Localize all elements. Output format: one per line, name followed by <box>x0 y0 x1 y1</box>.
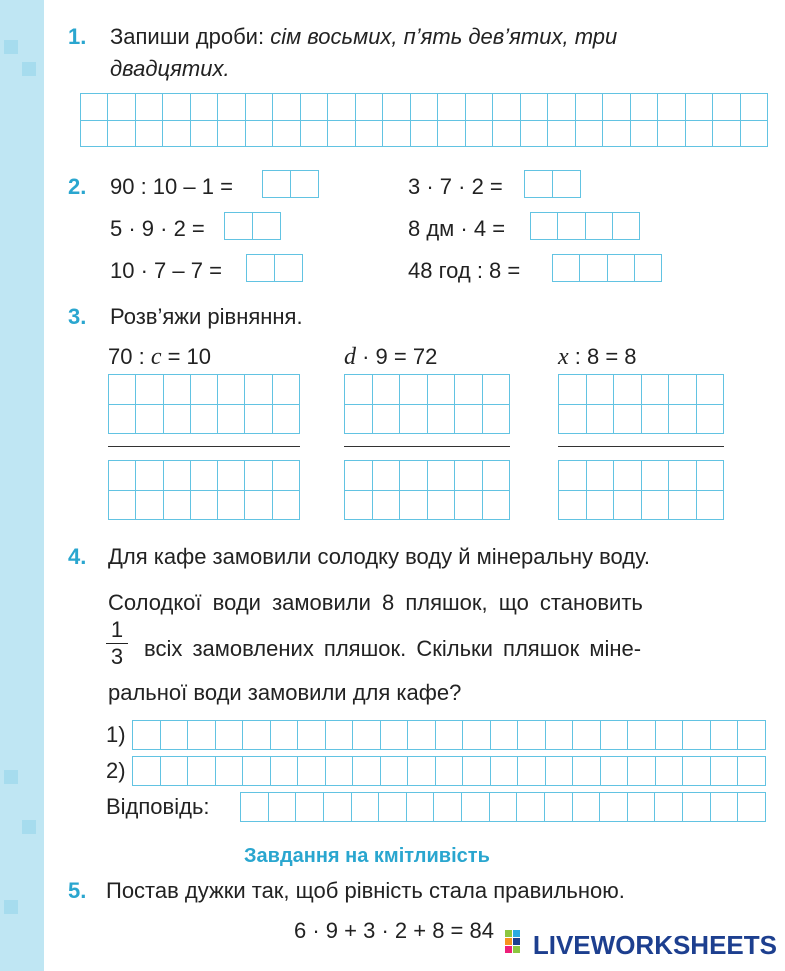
variable: x <box>558 344 569 370</box>
grid-cell[interactable] <box>191 121 218 148</box>
grid-cell[interactable] <box>136 94 163 121</box>
grid-cell[interactable] <box>136 405 163 435</box>
grid-cell[interactable] <box>269 793 297 822</box>
grid-cell[interactable] <box>669 375 697 405</box>
grid-cell[interactable] <box>245 405 272 435</box>
grid-cell[interactable] <box>247 255 275 282</box>
grid-cell[interactable] <box>326 757 354 786</box>
answer-box[interactable] <box>530 212 640 240</box>
grid-cell[interactable] <box>245 461 272 491</box>
grid-cell[interactable] <box>738 721 766 750</box>
grid-cell[interactable] <box>545 793 573 822</box>
grid-cell[interactable] <box>273 121 300 148</box>
step-label: 2) <box>106 758 126 783</box>
grid-cell[interactable] <box>491 721 519 750</box>
liveworksheets-logo <box>505 930 777 961</box>
grid-cell[interactable] <box>603 94 630 121</box>
task4-line: Солодкої води замовили 8 пляшок, що становить <box>108 590 643 615</box>
grid-cell[interactable] <box>614 491 642 521</box>
grid-cell[interactable] <box>518 757 546 786</box>
grid-cell[interactable] <box>711 793 739 822</box>
grid-cell[interactable] <box>164 405 191 435</box>
equation-3-check-grid[interactable] <box>558 460 724 520</box>
grid-cell[interactable] <box>400 491 428 521</box>
grid-cell[interactable] <box>635 255 662 282</box>
step-label: 1) <box>106 722 126 747</box>
grid-cell[interactable] <box>191 375 218 405</box>
liveworksheets-logo-icon <box>505 930 529 961</box>
task-number: 3. <box>68 304 87 329</box>
grid-cell[interactable] <box>525 171 553 198</box>
grid-cell[interactable] <box>356 121 383 148</box>
grid-cell[interactable] <box>601 757 629 786</box>
grid-cell[interactable] <box>326 721 354 750</box>
task3-text: Розв’яжи рівняння. <box>110 304 303 329</box>
grid-cell[interactable] <box>408 757 436 786</box>
grid-cell[interactable] <box>400 375 428 405</box>
grid-cell[interactable] <box>164 461 191 491</box>
variable: c <box>150 344 162 370</box>
answer-box[interactable] <box>262 170 319 198</box>
answer-box[interactable] <box>552 254 662 282</box>
grid-cell[interactable] <box>573 721 601 750</box>
grid-cell[interactable] <box>163 94 190 121</box>
grid-cell[interactable] <box>136 121 163 148</box>
grid-cell[interactable] <box>697 491 725 521</box>
grid-cell[interactable] <box>345 461 373 491</box>
grid-cell[interactable] <box>273 405 300 435</box>
stripe-square <box>4 40 18 54</box>
grid-cell[interactable] <box>463 757 491 786</box>
grid-cell[interactable] <box>741 121 768 148</box>
section-heading: Завдання на кмітливість <box>244 845 490 867</box>
grid-cell[interactable] <box>490 793 518 822</box>
grid-cell[interactable] <box>188 757 216 786</box>
grid-cell[interactable] <box>373 461 401 491</box>
logo-text: LIVEWORKSHEETS <box>532 930 777 960</box>
grid-cell[interactable] <box>738 757 766 786</box>
grid-cell[interactable] <box>546 757 574 786</box>
grid-cell[interactable] <box>658 94 685 121</box>
grid-cell[interactable] <box>613 213 640 240</box>
grid-cell[interactable] <box>216 757 244 786</box>
answer-box[interactable] <box>246 254 303 282</box>
grid-cell[interactable] <box>352 793 380 822</box>
grid-cell[interactable] <box>586 213 613 240</box>
divider-line <box>558 446 724 447</box>
divider-line <box>344 446 510 447</box>
task1-label: Запиши дроби: <box>110 24 265 49</box>
task2-expr: 48 год : 8 = <box>408 258 521 283</box>
grid-cell[interactable] <box>683 793 711 822</box>
fraction-numerator: 1 <box>110 617 124 642</box>
grid-cell[interactable] <box>483 405 511 435</box>
grid-cell[interactable] <box>713 121 740 148</box>
grid-cell[interactable] <box>686 94 713 121</box>
equation-2 <box>344 344 437 371</box>
grid-cell[interactable] <box>521 94 548 121</box>
grid-cell[interactable] <box>434 793 462 822</box>
task4-line: всіх замовлених пляшок. Скільки пляшок міне- <box>144 636 642 661</box>
grid-cell[interactable] <box>301 121 328 148</box>
grid-cell[interactable] <box>438 94 465 121</box>
grid-cell[interactable] <box>356 94 383 121</box>
grid-cell[interactable] <box>558 213 585 240</box>
task1-answer-grid[interactable] <box>80 93 768 147</box>
grid-cell[interactable] <box>587 375 615 405</box>
grid-cell[interactable] <box>246 94 273 121</box>
grid-cell[interactable] <box>576 121 603 148</box>
grid-cell[interactable] <box>328 121 355 148</box>
grid-cell[interactable] <box>373 405 401 435</box>
step-2-answer-grid[interactable] <box>132 756 766 786</box>
grid-cell[interactable] <box>161 721 189 750</box>
grid-cell[interactable] <box>683 721 711 750</box>
grid-cell[interactable] <box>642 375 670 405</box>
grid-cell[interactable] <box>263 171 291 198</box>
grid-cell[interactable] <box>631 121 658 148</box>
grid-cell[interactable] <box>521 121 548 148</box>
grid-cell[interactable] <box>483 491 511 521</box>
grid-cell[interactable] <box>428 405 456 435</box>
grid-cell[interactable] <box>291 171 319 198</box>
grid-cell[interactable] <box>517 793 545 822</box>
task-number: 4. <box>68 544 87 569</box>
grid-cell[interactable] <box>218 121 245 148</box>
grid-cell[interactable] <box>383 94 410 121</box>
grid-cell[interactable] <box>243 757 271 786</box>
equation-part: : 8 = 8 <box>568 344 637 369</box>
grid-cell[interactable] <box>608 255 635 282</box>
grid-cell[interactable] <box>353 721 381 750</box>
task1-italic: сім восьмих, п’ять дев’ятих, три <box>270 24 618 49</box>
grid-cell[interactable] <box>163 121 190 148</box>
grid-cell[interactable] <box>455 405 483 435</box>
stripe-square <box>4 770 18 784</box>
grid-cell[interactable] <box>455 461 483 491</box>
grid-cell[interactable] <box>548 94 575 121</box>
grid-cell[interactable] <box>669 491 697 521</box>
answer-box[interactable] <box>224 212 281 240</box>
grid-cell[interactable] <box>559 491 587 521</box>
grid-cell[interactable] <box>241 793 269 822</box>
equation-1-work-grid[interactable] <box>108 374 300 434</box>
grid-cell[interactable] <box>553 171 581 198</box>
grid-cell[interactable] <box>407 793 435 822</box>
fraction-denominator: 3 <box>110 644 124 669</box>
equation-2-check-grid[interactable] <box>344 460 510 520</box>
stripe-square <box>22 62 36 76</box>
grid-cell[interactable] <box>81 121 108 148</box>
grid-cell[interactable] <box>600 793 628 822</box>
grid-cell[interactable] <box>216 721 244 750</box>
grid-cell[interactable] <box>218 405 245 435</box>
grid-cell[interactable] <box>271 721 299 750</box>
equation-1 <box>108 344 211 371</box>
task5-expression: 6 · 9 + 3 · 2 + 8 = 84 <box>294 918 494 943</box>
grid-cell[interactable] <box>466 121 493 148</box>
grid-cell[interactable] <box>225 213 253 240</box>
grid-cell[interactable] <box>686 121 713 148</box>
grid-cell[interactable] <box>738 793 766 822</box>
grid-cell[interactable] <box>191 461 218 491</box>
grid-cell[interactable] <box>108 94 135 121</box>
grid-cell[interactable] <box>188 721 216 750</box>
left-decorative-stripe <box>0 0 44 971</box>
grid-cell[interactable] <box>218 461 245 491</box>
grid-cell[interactable] <box>518 721 546 750</box>
grid-cell[interactable] <box>493 94 520 121</box>
grid-cell[interactable] <box>628 757 656 786</box>
grid-cell[interactable] <box>601 721 629 750</box>
task2-expr: 3 · 7 · 2 = <box>408 174 503 199</box>
grid-cell[interactable] <box>381 757 409 786</box>
grid-cell[interactable] <box>246 121 273 148</box>
grid-cell[interactable] <box>428 375 456 405</box>
grid-cell[interactable] <box>253 213 281 240</box>
stripe-square <box>4 900 18 914</box>
task-number: 1. <box>68 24 87 49</box>
variable: d <box>344 344 356 370</box>
grid-cell[interactable] <box>136 461 163 491</box>
task1-text <box>110 24 617 50</box>
grid-cell[interactable] <box>573 793 601 822</box>
grid-cell[interactable] <box>631 94 658 121</box>
grid-cell[interactable] <box>161 757 189 786</box>
grid-cell[interactable] <box>658 121 685 148</box>
grid-cell[interactable] <box>711 757 739 786</box>
grid-cell[interactable] <box>669 461 697 491</box>
grid-cell[interactable] <box>697 375 725 405</box>
grid-cell[interactable] <box>587 491 615 521</box>
task2-expr: 5 · 9 · 2 = <box>110 216 205 241</box>
grid-cell[interactable] <box>614 375 642 405</box>
grid-cell[interactable] <box>136 375 163 405</box>
grid-cell[interactable] <box>273 375 300 405</box>
grid-cell[interactable] <box>428 491 456 521</box>
grid-cell[interactable] <box>491 757 519 786</box>
grid-cell[interactable] <box>656 721 684 750</box>
grid-cell[interactable] <box>411 94 438 121</box>
equation-part: 70 : <box>108 344 151 369</box>
grid-cell[interactable] <box>191 405 218 435</box>
step-1-answer-grid[interactable] <box>132 720 766 750</box>
grid-cell[interactable] <box>559 405 587 435</box>
grid-cell[interactable] <box>683 757 711 786</box>
grid-cell[interactable] <box>493 121 520 148</box>
grid-cell[interactable] <box>559 375 587 405</box>
grid-cell[interactable] <box>245 491 272 521</box>
divider-line <box>108 446 300 447</box>
grid-cell[interactable] <box>711 721 739 750</box>
grid-cell[interactable] <box>109 375 136 405</box>
grid-cell[interactable] <box>298 757 326 786</box>
grid-cell[interactable] <box>408 721 436 750</box>
grid-cell[interactable] <box>298 721 326 750</box>
grid-cell[interactable] <box>642 405 670 435</box>
grid-cell[interactable] <box>642 491 670 521</box>
grid-cell[interactable] <box>411 121 438 148</box>
task2-expr: 90 : 10 – 1 = <box>110 174 233 199</box>
grid-cell[interactable] <box>108 121 135 148</box>
task5-text: Постав дужки так, щоб рівність стала правильною. <box>106 878 625 903</box>
grid-cell[interactable] <box>273 491 300 521</box>
task1-italic-cont: двадцятих. <box>110 56 230 81</box>
grid-cell[interactable] <box>466 94 493 121</box>
grid-cell[interactable] <box>603 121 630 148</box>
grid-cell[interactable] <box>379 793 407 822</box>
equation-part: · 9 = 72 <box>356 344 438 369</box>
grid-cell[interactable] <box>345 375 373 405</box>
grid-cell[interactable] <box>373 375 401 405</box>
grid-cell[interactable] <box>275 255 303 282</box>
grid-cell[interactable] <box>614 405 642 435</box>
grid-cell[interactable] <box>628 721 656 750</box>
grid-cell[interactable] <box>400 461 428 491</box>
grid-cell[interactable] <box>669 405 697 435</box>
grid-cell[interactable] <box>383 121 410 148</box>
grid-cell[interactable] <box>273 94 300 121</box>
task4-line: Для кафе замовили солодку воду й мінеральну воду. <box>108 544 651 569</box>
grid-cell[interactable] <box>136 491 163 521</box>
answer-grid[interactable] <box>240 792 766 822</box>
grid-cell[interactable] <box>164 375 191 405</box>
grid-cell[interactable] <box>548 121 575 148</box>
task2-expr: 8 дм · 4 = <box>408 216 506 241</box>
grid-cell[interactable] <box>656 757 684 786</box>
task2-expr: 10 · 7 – 7 = <box>110 258 222 283</box>
equation-1-check-grid[interactable] <box>108 460 300 520</box>
grid-cell[interactable] <box>271 757 299 786</box>
grid-cell[interactable] <box>436 757 464 786</box>
grid-cell[interactable] <box>400 405 428 435</box>
grid-cell[interactable] <box>373 491 401 521</box>
grid-cell[interactable] <box>109 461 136 491</box>
grid-cell[interactable] <box>381 721 409 750</box>
grid-cell[interactable] <box>428 461 456 491</box>
grid-cell[interactable] <box>587 405 615 435</box>
grid-cell[interactable] <box>353 757 381 786</box>
stripe-square <box>22 820 36 834</box>
grid-cell[interactable] <box>133 721 161 750</box>
grid-cell[interactable] <box>218 491 245 521</box>
grid-cell[interactable] <box>713 94 740 121</box>
grid-cell[interactable] <box>218 375 245 405</box>
grid-cell[interactable] <box>455 491 483 521</box>
grid-cell[interactable] <box>345 405 373 435</box>
grid-cell[interactable] <box>628 793 656 822</box>
equation-2-work-grid[interactable] <box>344 374 510 434</box>
grid-cell[interactable] <box>655 793 683 822</box>
answer-box[interactable] <box>524 170 581 198</box>
grid-cell[interactable] <box>697 405 725 435</box>
grid-cell[interactable] <box>462 793 490 822</box>
task4-line: ральної води замовили для кафе? <box>108 680 462 705</box>
grid-cell[interactable] <box>587 461 615 491</box>
grid-cell[interactable] <box>109 491 136 521</box>
grid-cell[interactable] <box>436 721 464 750</box>
grid-cell[interactable] <box>164 491 191 521</box>
task-number: 5. <box>68 878 87 903</box>
grid-cell[interactable] <box>109 405 136 435</box>
grid-cell[interactable] <box>243 721 271 750</box>
grid-cell[interactable] <box>345 491 373 521</box>
task-number: 2. <box>68 174 87 199</box>
grid-cell[interactable] <box>576 94 603 121</box>
grid-cell[interactable] <box>483 375 511 405</box>
equation-3-work-grid[interactable] <box>558 374 724 434</box>
grid-cell[interactable] <box>580 255 607 282</box>
grid-cell[interactable] <box>296 793 324 822</box>
grid-cell[interactable] <box>463 721 491 750</box>
equation-3 <box>558 344 637 371</box>
grid-cell[interactable] <box>483 461 511 491</box>
answer-label: Відповідь: <box>106 794 210 819</box>
grid-cell[interactable] <box>301 94 328 121</box>
grid-cell[interactable] <box>546 721 574 750</box>
grid-cell[interactable] <box>573 757 601 786</box>
fraction <box>106 618 128 669</box>
grid-cell[interactable] <box>553 255 580 282</box>
grid-cell[interactable] <box>328 94 355 121</box>
grid-cell[interactable] <box>455 375 483 405</box>
grid-cell[interactable] <box>324 793 352 822</box>
equation-part: = 10 <box>161 344 212 369</box>
grid-cell[interactable] <box>273 461 300 491</box>
grid-cell[interactable] <box>245 375 272 405</box>
grid-cell[interactable] <box>218 94 245 121</box>
grid-cell[interactable] <box>531 213 558 240</box>
grid-cell[interactable] <box>614 461 642 491</box>
grid-cell[interactable] <box>438 121 465 148</box>
grid-cell[interactable] <box>133 757 161 786</box>
grid-cell[interactable] <box>81 94 108 121</box>
grid-cell[interactable] <box>697 461 725 491</box>
grid-cell[interactable] <box>741 94 768 121</box>
grid-cell[interactable] <box>559 461 587 491</box>
grid-cell[interactable] <box>191 491 218 521</box>
grid-cell[interactable] <box>642 461 670 491</box>
grid-cell[interactable] <box>191 94 218 121</box>
